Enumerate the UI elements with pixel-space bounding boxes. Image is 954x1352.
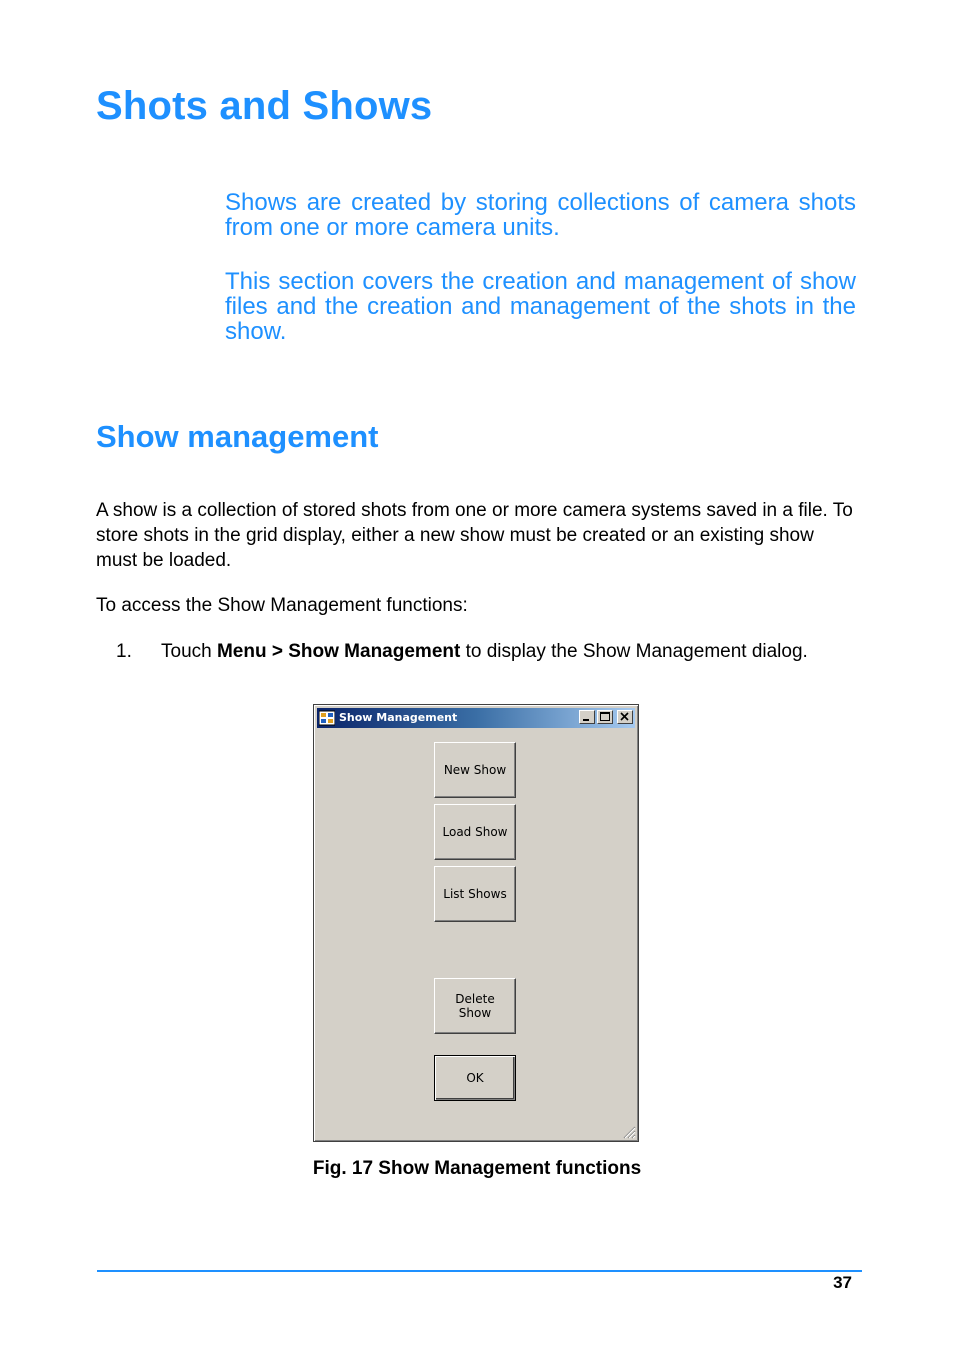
maximize-button[interactable] xyxy=(597,710,613,724)
footer-divider xyxy=(97,1270,862,1272)
new-show-button[interactable]: New Show xyxy=(434,742,516,798)
step-menu-path: Menu > Show Management xyxy=(216,641,461,662)
body-paragraph-1: A show is a collection of stored shots from one or more camera systems saved in a file. To store shots in the grid display, either a new show must be created or an existing show must be loaded. xyxy=(96,500,853,571)
ok-button[interactable]: OK xyxy=(434,1055,516,1101)
intro-paragraph-2: This section covers the creation and management of show files and the creation and management of the shots in the show. xyxy=(225,268,856,345)
page-title: Shots and Shows xyxy=(96,84,433,128)
figure-caption: Fig. 17 Show Management functions xyxy=(312,1158,642,1179)
resize-grip-icon[interactable] xyxy=(622,1125,636,1139)
close-icon xyxy=(620,712,630,722)
app-icon xyxy=(319,710,335,726)
minimize-icon xyxy=(582,712,592,722)
step-text xyxy=(161,639,808,664)
list-shows-button[interactable]: List Shows xyxy=(434,866,516,922)
close-button[interactable] xyxy=(617,710,633,724)
page-number: 37 xyxy=(833,1273,852,1292)
intro-paragraph-1: Shows are created by storing collections of camera shots from one or more camera units. xyxy=(225,189,856,241)
step-text-post: to display the Show Management dialog. xyxy=(460,641,808,662)
delete-show-button[interactable]: Delete Show xyxy=(434,978,516,1034)
body-paragraph-2: To access the Show Management functions: xyxy=(96,595,468,616)
step-number: 1. xyxy=(116,641,132,662)
section-heading: Show management xyxy=(96,419,379,454)
minimize-button[interactable] xyxy=(579,710,595,724)
maximize-icon xyxy=(600,712,610,722)
load-show-button[interactable]: Load Show xyxy=(434,804,516,860)
show-management-dialog xyxy=(313,704,639,1142)
dialog-titlebar[interactable] xyxy=(317,708,635,728)
dialog-title: Show Management xyxy=(339,711,458,724)
step-text-pre: Touch xyxy=(161,641,217,662)
